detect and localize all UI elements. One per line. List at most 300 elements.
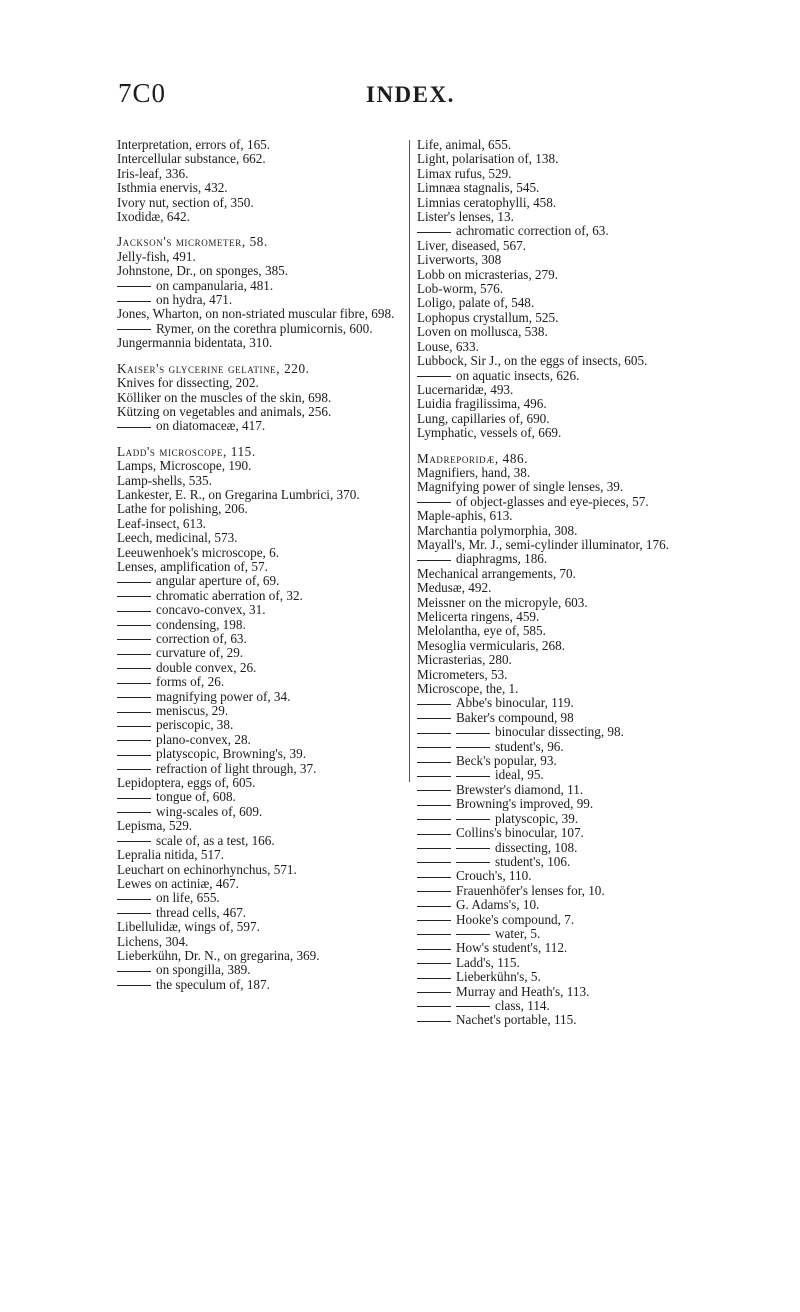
index-entry-text: Melolantha, eye of, 585. xyxy=(417,623,546,639)
ditto-dash xyxy=(117,639,151,640)
index-entry-text: Baker's compound, 98 xyxy=(456,709,574,725)
index-entry-text: angular aperture of, 69. xyxy=(156,573,280,589)
index-entry xyxy=(417,181,717,195)
index-entry xyxy=(417,426,717,440)
index-entry-text: achromatic correction of, 63. xyxy=(456,223,609,239)
index-entry-text: Leeuwenhoek's microscope, 6. xyxy=(117,544,280,560)
index-entry-text: wing-scales of, 609. xyxy=(156,803,263,819)
index-entry xyxy=(117,250,429,264)
index-entry-text: tongue of, 608. xyxy=(156,789,236,805)
index-entry xyxy=(417,855,717,869)
index-entry xyxy=(117,646,429,660)
index-entry-text: platyscopic, 39. xyxy=(495,810,579,826)
index-entry-text: Lubbock, Sir J., on the eggs of insects, 605. xyxy=(417,353,648,369)
index-entry xyxy=(117,264,429,278)
index-entry-text: scale of, as a test, 166. xyxy=(156,832,275,848)
index-entry xyxy=(417,325,717,339)
index-entry xyxy=(417,754,717,768)
index-entry-text: binocular dissecting, 98. xyxy=(495,724,624,740)
index-entry xyxy=(117,336,429,350)
index-entry-text: Madreporidæ, 486. xyxy=(417,450,529,466)
index-entry-text: Liver, diseased, 567. xyxy=(417,237,526,253)
index-entry-text: Kaiser's glycerine gelatine, 220. xyxy=(117,360,310,376)
index-entry-text: refraction of light through, 37. xyxy=(156,760,317,776)
index-entry-text: curvature of, 29. xyxy=(156,645,244,661)
ditto-dash xyxy=(117,668,151,669)
index-entry-text: on hydra, 471. xyxy=(156,292,233,308)
index-entry-text: Mesoglia vermicularis, 268. xyxy=(417,637,565,653)
index-entry xyxy=(417,696,717,710)
right-index-column xyxy=(417,138,717,1028)
index-entry xyxy=(417,311,717,325)
index-entry-text: Liverworts, 308 xyxy=(417,252,502,268)
ditto-dash xyxy=(417,805,451,806)
ditto-dash xyxy=(417,1006,451,1007)
index-entry xyxy=(117,307,429,321)
index-entry-text: Knives for dissecting, 202. xyxy=(117,375,259,391)
index-entry-text: Rymer, on the corethra plumicornis, 600. xyxy=(156,320,373,336)
index-entry xyxy=(117,474,429,488)
index-entry-text: Lung, capillaries of, 690. xyxy=(417,410,550,426)
left-index-column xyxy=(117,138,429,992)
index-entry xyxy=(417,538,717,552)
ditto-dash xyxy=(417,704,451,705)
index-entry-text: meniscus, 29. xyxy=(156,703,229,719)
index-entry xyxy=(117,546,429,560)
ditto-dash xyxy=(117,654,151,655)
index-entry-text: Melicerta ringens, 459. xyxy=(417,609,540,624)
index-entry xyxy=(117,517,429,531)
index-entry-text: plano-convex, 28. xyxy=(156,731,251,747)
index-entry xyxy=(117,690,429,704)
index-entry-text: Loligo, palate of, 548. xyxy=(417,295,535,311)
index-entry-text: Isthmia enervis, 432. xyxy=(117,180,228,196)
ditto-dash xyxy=(117,841,151,842)
ditto-dash xyxy=(456,747,490,748)
index-entry-text: Jones, Wharton, on non-striated muscular fibre, 698. xyxy=(117,306,395,322)
index-entry-text: Limnæa stagnalis, 545. xyxy=(417,180,540,196)
index-entry xyxy=(117,877,429,891)
index-entry xyxy=(417,970,717,984)
index-entry-text: Lewes on actiniæ, 467. xyxy=(117,875,239,891)
index-entry xyxy=(417,138,717,152)
index-entry xyxy=(417,167,717,181)
index-entry xyxy=(417,668,717,682)
index-entry-text: Mayall's, Mr. J., semi-cylinder illuminator, 176. xyxy=(417,536,670,552)
index-entry xyxy=(417,812,717,826)
index-entry-text: Crouch's, 110. xyxy=(456,868,532,884)
index-entry xyxy=(117,560,429,574)
index-entry-text: condensing, 198. xyxy=(156,616,246,632)
index-entry-text: Life, animal, 655. xyxy=(417,137,512,152)
index-entry-text: Micrasterias, 280. xyxy=(417,652,512,668)
index-entry xyxy=(417,740,717,754)
ditto-dash xyxy=(417,920,451,921)
index-entry-text: Lepisma, 529. xyxy=(117,818,193,834)
ditto-dash xyxy=(117,740,151,741)
ditto-dash xyxy=(417,819,451,820)
ditto-dash xyxy=(117,712,151,713)
index-entry-text: Louse, 633. xyxy=(417,338,479,354)
index-entry-text: correction of, 63. xyxy=(156,631,247,646)
index-entry-text: on diatomaceæ, 417. xyxy=(156,418,266,434)
index-entry-text: Lathe for polishing, 206. xyxy=(117,501,248,517)
index-entry xyxy=(117,459,429,473)
index-entry xyxy=(417,596,717,610)
index-entry xyxy=(117,235,429,249)
index-entry-text: Limnias ceratophylli, 458. xyxy=(417,194,557,210)
index-entry xyxy=(417,397,717,411)
index-entry-text: Lob-worm, 576. xyxy=(417,281,504,297)
index-entry xyxy=(117,293,429,307)
ditto-dash xyxy=(117,427,151,428)
ditto-dash xyxy=(417,978,451,979)
index-entry xyxy=(417,768,717,782)
index-entry xyxy=(417,624,717,638)
ditto-dash xyxy=(117,697,151,698)
index-entry-text: Lophopus crystallum, 525. xyxy=(417,309,559,325)
index-entry-text: on spongilla, 389. xyxy=(156,962,251,978)
index-entry xyxy=(417,884,717,898)
index-entry xyxy=(117,863,429,877)
ditto-dash xyxy=(417,1021,451,1022)
index-entry-text: Lenses, amplification of, 57. xyxy=(117,558,268,574)
index-entry xyxy=(117,210,429,224)
index-entry xyxy=(117,733,429,747)
ditto-dash xyxy=(117,769,151,770)
index-entry xyxy=(417,509,717,523)
index-entry xyxy=(117,603,429,617)
index-entry-text: double convex, 26. xyxy=(156,659,257,675)
index-entry xyxy=(417,956,717,970)
index-entry xyxy=(417,783,717,797)
index-entry-text: Beck's popular, 93. xyxy=(456,753,557,769)
ditto-dash xyxy=(417,963,451,964)
index-entry xyxy=(417,196,717,210)
index-entry-text: Lichens, 304. xyxy=(117,933,189,949)
index-entry-text: Lankester, E. R., on Gregarina Lumbrici, 370. xyxy=(117,486,360,502)
ditto-dash xyxy=(117,329,151,330)
index-entry-text: Ladd's microscope, 115. xyxy=(117,443,256,459)
index-entry xyxy=(117,776,429,790)
index-entry-text: Frauenhöfer's lenses for, 10. xyxy=(456,882,605,898)
ditto-dash xyxy=(456,776,490,777)
index-entry xyxy=(417,581,717,595)
ditto-dash xyxy=(117,625,151,626)
index-entry xyxy=(417,999,717,1013)
index-entry xyxy=(117,819,429,833)
ditto-dash xyxy=(456,733,490,734)
index-entry xyxy=(117,488,429,502)
index-entry xyxy=(117,391,429,405)
index-entry xyxy=(417,412,717,426)
ditto-dash xyxy=(456,819,490,820)
index-entry-text: dissecting, 108. xyxy=(495,839,578,855)
index-entry xyxy=(117,196,429,210)
ditto-dash xyxy=(417,934,451,935)
index-entry xyxy=(117,445,429,459)
page-header xyxy=(0,78,800,112)
ditto-dash xyxy=(456,934,490,935)
index-entry xyxy=(117,531,429,545)
index-entry-text: Browning's improved, 99. xyxy=(456,796,594,812)
index-entry-text: Lieberkühn, Dr. N., on gregarina, 369. xyxy=(117,947,320,963)
index-entry xyxy=(417,452,717,466)
index-entry-text: G. Adams's, 10. xyxy=(456,897,540,913)
index-entry xyxy=(417,797,717,811)
index-entry-text: Leaf-insect, 613. xyxy=(117,515,206,531)
index-entry-text: Kützing on vegetables and animals, 256. xyxy=(117,403,332,419)
ditto-dash xyxy=(117,582,151,583)
index-entry xyxy=(117,718,429,732)
index-entry-text: How's student's, 112. xyxy=(456,940,568,956)
index-entry-text: periscopic, 38. xyxy=(156,717,234,733)
ditto-dash xyxy=(417,906,451,907)
ditto-dash xyxy=(417,992,451,993)
index-entry-text: Lepralia nitida, 517. xyxy=(117,847,224,863)
index-entry-text: Leuchart on echinorhynchus, 571. xyxy=(117,861,297,877)
index-entry xyxy=(417,639,717,653)
index-entry-text: Lymphatic, vessels of, 669. xyxy=(417,425,562,441)
index-entry-text: Jelly-fish, 491. xyxy=(117,248,196,264)
ditto-dash xyxy=(417,502,451,503)
index-entry xyxy=(117,589,429,603)
index-entry xyxy=(117,790,429,804)
ditto-dash xyxy=(417,776,451,777)
index-entry-text: Iris-leaf, 336. xyxy=(117,165,189,181)
ditto-dash xyxy=(417,718,451,719)
index-entry-text: Lamps, Microscope, 190. xyxy=(117,458,252,474)
index-entry xyxy=(417,296,717,310)
index-entry xyxy=(417,841,717,855)
ditto-dash xyxy=(417,949,451,950)
index-entry xyxy=(417,898,717,912)
index-entry-text: student's, 96. xyxy=(495,738,564,754)
index-entry xyxy=(417,239,717,253)
index-entry xyxy=(417,985,717,999)
ditto-dash xyxy=(117,611,151,612)
ditto-dash xyxy=(117,301,151,302)
index-entry-text: concavo-convex, 31. xyxy=(156,602,266,618)
index-entry xyxy=(417,480,717,494)
index-entry xyxy=(417,682,717,696)
index-entry xyxy=(117,661,429,675)
index-entry xyxy=(117,167,429,181)
index-entry xyxy=(417,354,717,368)
ditto-dash xyxy=(417,762,451,763)
index-entry-text: Microscope, the, 1. xyxy=(417,681,519,697)
ditto-dash xyxy=(456,862,490,863)
index-entry xyxy=(117,502,429,516)
index-entry-text: Jungermannia bidentata, 310. xyxy=(117,335,273,351)
index-entry-text: diaphragms, 186. xyxy=(456,551,548,567)
index-entry xyxy=(117,675,429,689)
index-entry-text: on life, 655. xyxy=(156,890,220,906)
index-entry-text: ideal, 95. xyxy=(495,767,544,783)
index-entry xyxy=(117,906,429,920)
index-entry xyxy=(117,405,429,419)
index-entry xyxy=(117,762,429,776)
index-entry xyxy=(117,632,429,646)
ditto-dash xyxy=(117,899,151,900)
index-entry xyxy=(117,419,429,433)
index-entry-text: Limax rufus, 529. xyxy=(417,165,512,181)
index-entry xyxy=(117,574,429,588)
index-entry-text: Meissner on the micropyle, 603. xyxy=(417,594,588,610)
ditto-dash xyxy=(117,286,151,287)
index-entry-text: Interpretation, errors of, 165. xyxy=(117,137,271,152)
index-entry-text: Micrometers, 53. xyxy=(417,666,508,682)
index-entry-text: Libellulidæ, wings of, 597. xyxy=(117,919,260,935)
ditto-dash xyxy=(417,376,451,377)
index-entry xyxy=(117,935,429,949)
index-entry-text: Marchantia polymorphia, 308. xyxy=(417,522,578,538)
column-divider xyxy=(409,140,410,782)
index-entry xyxy=(417,383,717,397)
index-entry-text: Collins's binocular, 107. xyxy=(456,825,584,841)
index-entry-text: Johnstone, Dr., on sponges, 385. xyxy=(117,263,289,279)
index-entry-text: of object-glasses and eye-pieces, 57. xyxy=(456,493,649,509)
ditto-dash xyxy=(117,985,151,986)
ditto-dash xyxy=(417,232,451,233)
index-entry-text: on aquatic insects, 626. xyxy=(456,367,580,383)
ditto-dash xyxy=(456,1006,490,1007)
ditto-dash xyxy=(117,755,151,756)
index-entry xyxy=(117,138,429,152)
index-entry-text: the speculum of, 187. xyxy=(156,976,270,992)
ditto-dash xyxy=(417,560,451,561)
index-entry xyxy=(417,610,717,624)
index-entry-text: magnifying power of, 34. xyxy=(156,688,291,704)
index-entry-text: Leech, medicinal, 573. xyxy=(117,530,238,546)
index-entry xyxy=(417,253,717,267)
index-entry-text: Mechanical arrangements, 70. xyxy=(417,565,576,581)
index-entry-text: Maple-aphis, 613. xyxy=(417,508,513,524)
index-entry-text: student's, 106. xyxy=(495,853,571,869)
index-entry xyxy=(417,224,717,238)
index-entry xyxy=(417,869,717,883)
index-entry xyxy=(417,913,717,927)
ditto-dash xyxy=(417,848,451,849)
index-entry xyxy=(117,181,429,195)
index-entry xyxy=(417,524,717,538)
ditto-dash xyxy=(117,812,151,813)
ditto-dash xyxy=(417,733,451,734)
index-entry xyxy=(117,978,429,992)
index-entry xyxy=(417,268,717,282)
index-entry xyxy=(117,920,429,934)
index-entry xyxy=(417,495,717,509)
index-entry xyxy=(117,949,429,963)
index-entry xyxy=(417,1013,717,1027)
page-number: 7C0 xyxy=(118,78,167,108)
index-entry xyxy=(117,279,429,293)
index-entry xyxy=(117,152,429,166)
index-entry-text: platyscopic, Browning's, 39. xyxy=(156,746,306,762)
index-entry xyxy=(417,340,717,354)
index-entry-text: Medusæ, 492. xyxy=(417,580,492,596)
index-entry xyxy=(117,891,429,905)
index-entry xyxy=(417,653,717,667)
index-entry-text: Lister's lenses, 13. xyxy=(417,209,514,225)
index-entry xyxy=(117,618,429,632)
index-entry xyxy=(117,704,429,718)
index-entry xyxy=(417,826,717,840)
ditto-dash xyxy=(117,798,151,799)
index-entry xyxy=(417,282,717,296)
index-entry-text: Lucernaridæ, 493. xyxy=(417,381,514,397)
ditto-dash xyxy=(417,834,451,835)
index-entry-text: Kölliker on the muscles of the skin, 698. xyxy=(117,389,332,405)
index-entry-text: forms of, 26. xyxy=(156,674,225,690)
ditto-dash xyxy=(417,891,451,892)
index-entry xyxy=(117,747,429,761)
ditto-dash xyxy=(417,790,451,791)
index-entry xyxy=(417,152,717,166)
index-entry-text: Magnifiers, hand, 38. xyxy=(417,464,531,480)
index-entry-text: class, 114. xyxy=(495,997,550,1013)
index-entry-text: Lamp-shells, 535. xyxy=(117,472,212,488)
index-entry-text: Luidia fragilissima, 496. xyxy=(417,396,547,412)
index-entry xyxy=(417,711,717,725)
index-entry-text: Light, polarisation of, 138. xyxy=(417,151,559,167)
index-entry-text: Loven on mollusca, 538. xyxy=(417,324,548,340)
ditto-dash xyxy=(117,726,151,727)
index-entry xyxy=(117,376,429,390)
index-entry-text: Lepidoptera, eggs of, 605. xyxy=(117,775,256,791)
index-entry-text: on campanularia, 481. xyxy=(156,277,274,293)
index-entry xyxy=(417,552,717,566)
index-entry-text: Murray and Heath's, 113. xyxy=(456,983,590,999)
ditto-dash xyxy=(417,747,451,748)
index-entry xyxy=(117,848,429,862)
ditto-dash xyxy=(456,848,490,849)
index-entry-text: Ixodidæ, 642. xyxy=(117,209,190,225)
index-entry-text: Hooke's compound, 7. xyxy=(456,911,575,927)
index-entry-text: Intercellular substance, 662. xyxy=(117,151,266,167)
ditto-dash xyxy=(417,877,451,878)
index-entry xyxy=(417,466,717,480)
index-entry xyxy=(417,725,717,739)
index-entry xyxy=(117,834,429,848)
ditto-dash xyxy=(117,683,151,684)
index-entry-text: chromatic aberration of, 32. xyxy=(156,587,303,603)
index-entry xyxy=(117,963,429,977)
index-entry-text: Ivory nut, section of, 350. xyxy=(117,194,254,210)
page-title: INDEX. xyxy=(366,82,455,107)
ditto-dash xyxy=(117,596,151,597)
ditto-dash xyxy=(417,862,451,863)
ditto-dash xyxy=(117,971,151,972)
index-entry-text: Magnifying power of single lenses, 39. xyxy=(417,479,624,495)
index-entry xyxy=(417,567,717,581)
index-entry-text: Jackson's micrometer, 58. xyxy=(117,234,268,250)
index-entry-text: water, 5. xyxy=(495,925,541,941)
index-entry-text: Lieberkühn's, 5. xyxy=(456,969,541,985)
index-entry xyxy=(117,322,429,336)
index-entry xyxy=(417,941,717,955)
index-entry-text: Abbe's binocular, 119. xyxy=(456,695,574,711)
index-entry xyxy=(417,369,717,383)
index-entry-text: Ladd's, 115. xyxy=(456,954,520,970)
index-entry xyxy=(117,362,429,376)
index-entry xyxy=(417,927,717,941)
index-entry-text: Nachet's portable, 115. xyxy=(456,1012,577,1028)
index-entry xyxy=(117,805,429,819)
ditto-dash xyxy=(117,913,151,914)
index-entry xyxy=(417,210,717,224)
index-entry-text: thread cells, 467. xyxy=(156,904,247,920)
